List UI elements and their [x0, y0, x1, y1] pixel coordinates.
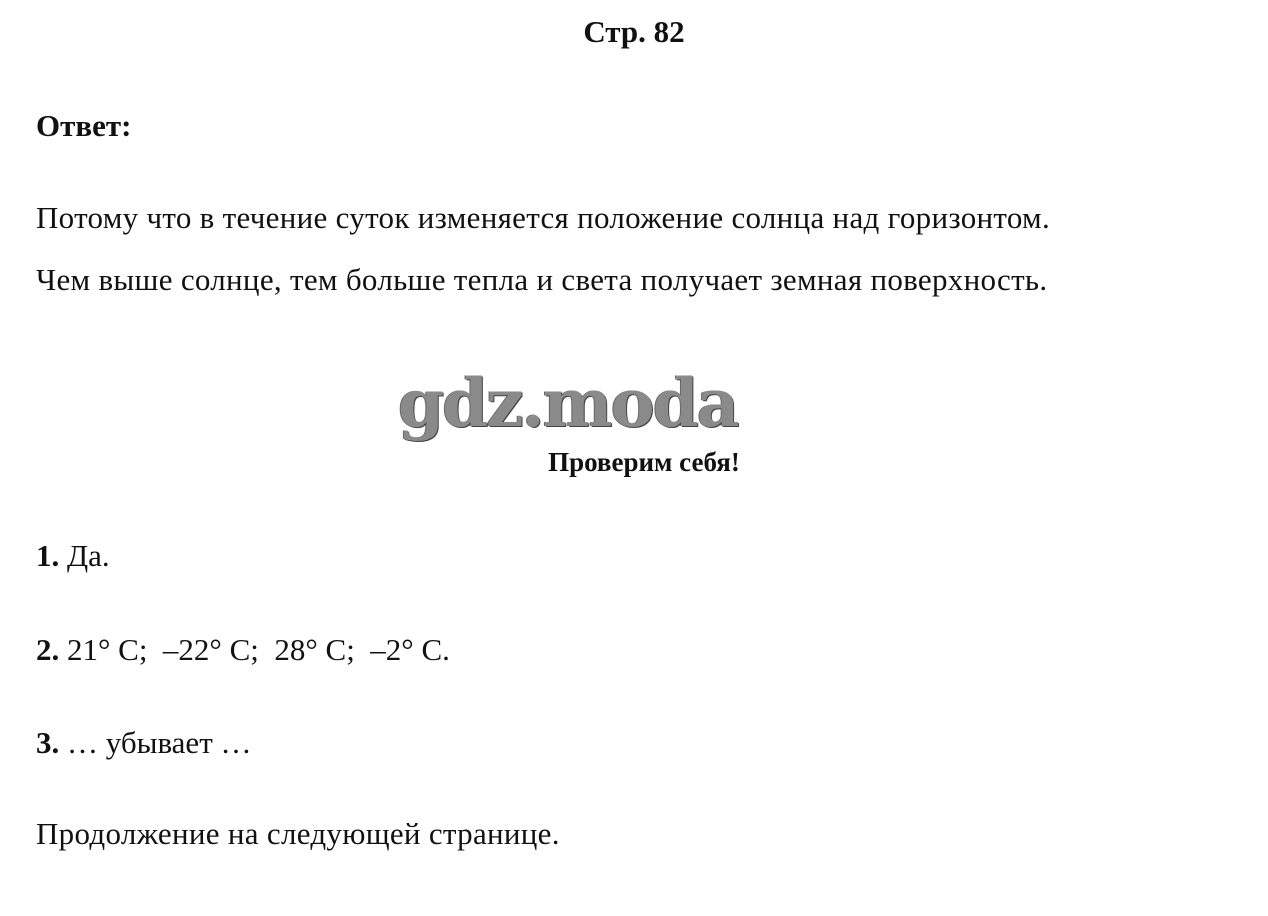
answer-item-number: 3. — [36, 725, 60, 760]
answer-item-1 — [36, 538, 110, 574]
watermark-logo: gdz.moda — [398, 364, 738, 442]
section-heading: Проверим себя! — [548, 447, 740, 477]
answer-item-text: … убывает … — [67, 725, 252, 760]
answer-heading: Ответ: — [36, 108, 132, 143]
answer-item-text: 21° С; –22° С; 28° С; –2° С. — [67, 632, 450, 667]
page-title: Стр. 82 — [583, 14, 685, 49]
answer-item-2 — [36, 632, 450, 668]
paragraph-line-1: Потому что в течение суток изменяется положение солнца над горизонтом. — [36, 200, 1051, 235]
paragraph-line-2: Чем выше солнце, тем больше тепла и света получает земная поверхность. — [36, 262, 1048, 297]
answer-item-number: 2. — [36, 632, 60, 667]
answer-item-3 — [36, 725, 252, 761]
answer-item-text: Да. — [67, 538, 110, 573]
answer-item-number: 1. — [36, 538, 60, 573]
continuation-note: Продолжение на следующей странице. — [36, 816, 560, 851]
